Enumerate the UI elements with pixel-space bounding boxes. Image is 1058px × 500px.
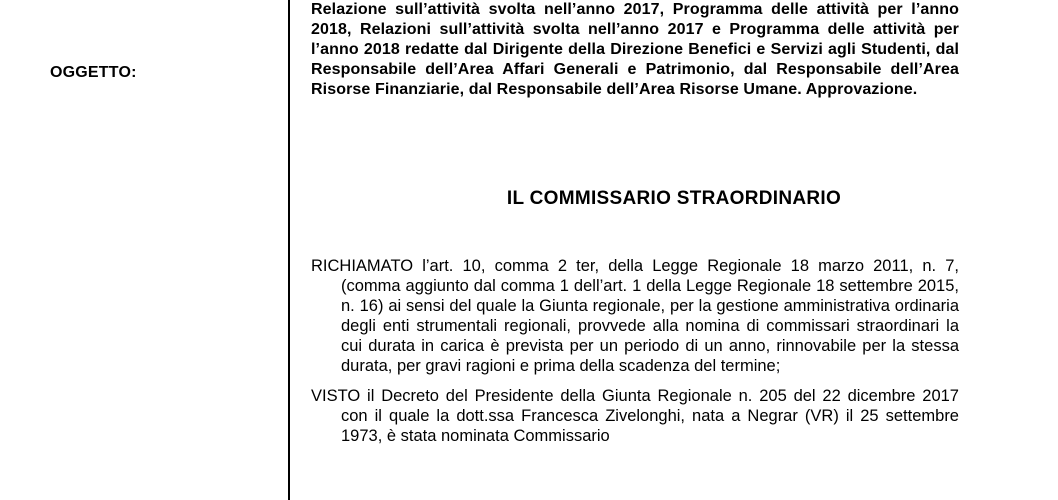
body-text [311, 256, 959, 456]
paragraph-content: il Decreto del Presidente della Giunta Regionale n. 205 del 22 dicembre 2017 con il quale la dott.ssa Francesca Zivelonghi, nata a Negrar (VR) il 25 settembre 1973, è stata nominata Commissario [341, 387, 959, 445]
section-heading: IL COMMISSARIO STRAORDINARIO [506, 188, 842, 209]
paragraph-keyword: VISTO [311, 387, 361, 405]
paragraph-keyword: RICHIAMATO [311, 257, 414, 275]
paragraph-visto [311, 386, 959, 446]
paragraph-content: l’art. 10, comma 2 ter, della Legge Regionale 18 marzo 2011, n. 7, (comma aggiunto dal comma 1 dell’art. 1 della Legge Regionale 18 settembre 2015, n. 16) ai sensi del quale la Giunta regionale, per la gestione amministrativa ordinaria degli enti strumentali regionali, provvede alla nomina di commissari straordinari la cui durata in carica è prevista per un periodo di un anno, rinnovabile per la stessa durata, per gravi ragioni e prima della scadenza del termine; [341, 257, 959, 375]
column-divider [288, 0, 290, 500]
paragraph-richiamato [311, 256, 959, 376]
subject-column [311, 0, 959, 100]
subject-text: Relazione sull’attività svolta nell’anno 2017, Programma delle attività per l’anno 2018, Relazioni sull’attività svolta nell’anno 2017 e Programma delle attività per l’anno 2018 redatte dal Dirigente della Direzione Benefici e Servizi agli Studenti, dal Responsabile dell’Area Affari Generali e Patrimonio, dal Responsabile dell’Area Risorse Finanziarie, dal Responsabile dell’Area Risorse Umane. Approvazione. [311, 1, 959, 98]
oggetto-label: OGGETTO: [50, 64, 137, 81]
label-column [0, 0, 288, 500]
